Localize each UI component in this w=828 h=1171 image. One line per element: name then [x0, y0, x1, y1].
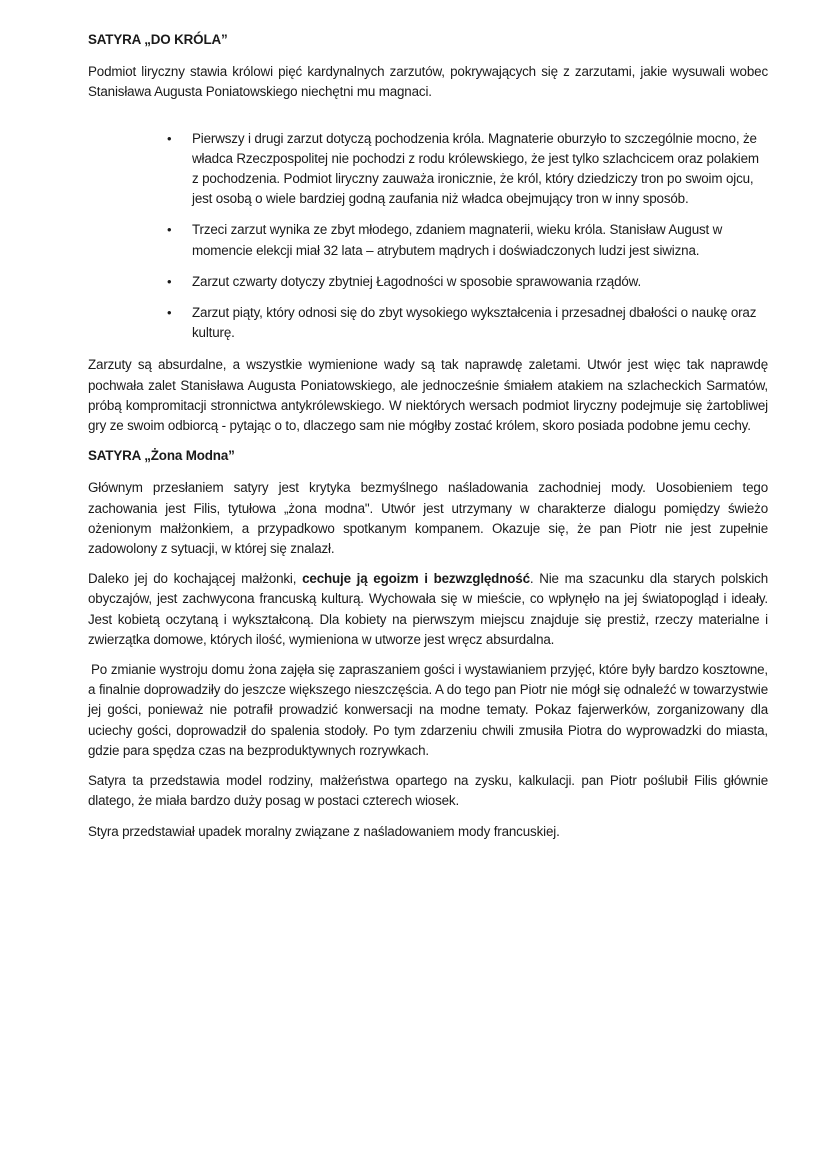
section-title-zona-modna: SATYRA „Żona Modna”: [88, 448, 235, 464]
list-item-text: Trzeci zarzut wynika ze zbyt młodego, zdaniem magnaterii, wieku króla. Stanisław August w momencie elekcji miał 32 lata – atrybutem mądrych i doświadczonych ludzi jest siwizna.: [192, 222, 723, 258]
list-item-text: Zarzut piąty, który odnosi się do zbyt wysokiego wykształcenia i przesadnej dbałości o naukę oraz kulturę.: [192, 305, 757, 341]
conclusion-paragraph: Zarzuty są absurdalne, a wszystkie wymienione wady są tak naprawdę zaletami. Utwór jest więc tak naprawdę pochwała zalet Stanisława Augusta Poniatowskiego, ale jednocześnie śmiałem atakiem na szlacheckich Sarmatów, próbą kompromitacji stronnictwa antykrólewskiego. W niektórych wersach podmiot liryczny podejmuje się żartobliwej gry ze swoim odbiorcą - pytając o to, dlaczego sam nie mógłby zostać królem, skoro posiada podobne jemu cechy.: [88, 357, 768, 434]
document-page: [88, 30, 768, 852]
list-item: [167, 220, 768, 260]
list-item-text: Pierwszy i drugi zarzut dotyczą pochodzenia króla. Magnaterie oburzyło to szczególnie mocno, że władca Rzeczpospolitej nie pochodzi z rodu królewskiego, że jest tylko szlachcicem oraz polakiem z pochodzenia. Podmiot liryczny zauważa ironicznie, że król, który dziedziczy tron po swoim ojcu, jest osobą o wiele bardziej godną zaufania niż władca obejmujący tron w inny sposób.: [192, 130, 759, 207]
intro-paragraph: Podmiot liryczny stawia królowi pięć kardynalnych zarzutów, pokrywających się z zarzutami, jakie wysuwali wobec Stanisława Augusta Poniatowskiego niechętni mu magnaci.: [88, 64, 768, 100]
paragraph-character: [88, 569, 768, 650]
section-title-do-krola: SATYRA „DO KRÓLA”: [88, 32, 228, 47]
paragraph-main-message: Głównym przesłaniem satyry jest krytyka bezmyślnego naśladowania zachodniej mody. Uosobieniem tego zachowania jest Filis, tytułowa „żona modna". Utwór jest utrzymany w charakterze dialogu pomiędzy świeżo ożenionym małżonkiem, a przypadkowo spotkanym kompanem. Okazuje się, że pan Piotr nie jest zupełnie zadowolony z sytuacji, w której się znalazł.: [88, 480, 768, 557]
bullet-icon: •: [167, 305, 172, 321]
bullet-icon: •: [167, 130, 172, 146]
paragraph-summary: Styra przedstawiał upadek moralny związane z naśladowaniem mody francuskiej.: [88, 823, 560, 839]
text-span: Daleko jej do kochającej małżonki,: [88, 571, 303, 587]
list-item-text: Zarzut czwarty dotyczy zbytniej Łagodności w sposobie sprawowania rządów.: [192, 273, 642, 289]
text-span: . Nie ma szacunku dla starych polskich obyczajów, jest zachwycona francuską kulturą. Wychowała się w mieście, co wpłynęło na jej światopogląd i ideały. Jest kobietą oczytaną i wykształconą. Dla kobiety na pierwszym miejscu znajduje się prestiż, rzeczy materialne i zwierzątka domowe, których ilość, wymieniona w utworze jest wręcz absurdalna.: [88, 571, 769, 647]
list-item: [167, 303, 768, 343]
bullet-icon: •: [167, 222, 172, 238]
bullet-icon: •: [167, 273, 172, 289]
list-item: [167, 272, 768, 292]
paragraph-events: Po zmianie wystroju domu żona zajęła się zapraszaniem gości i wystawianiem przyjęć, które były bardzo kosztowne, a finalnie doprowadziły do jeszcze większego nieszczęścia. A do tego pan Piotr nie mógł się odnaleźć w towarzystwie jej gości, ponieważ nie potrafił prowadzić konwersacji na modne tematy. Pokaz fajerwerków, zorganizowany dla uciechy gości, doprowadził do spalenia stodoły. Po tym zdarzeniu chwili zmusiła Piotra do wyprowadzki do miasta, gdzie para spędza czas na bezproduktywnych rozrywkach.: [88, 662, 768, 758]
paragraph-model: Satyra ta przedstawia model rodziny, małżeństwa opartego na zysku, kalkulacji. pan Piotr poślubił Filis głównie dlatego, że miała bardzo duży posag w postaci czterech wiosek.: [88, 773, 768, 809]
list-item: [167, 129, 768, 210]
bold-emphasis: cechuje ją egoizm i bezwzględność: [302, 571, 530, 587]
accusations-list: [88, 129, 768, 344]
